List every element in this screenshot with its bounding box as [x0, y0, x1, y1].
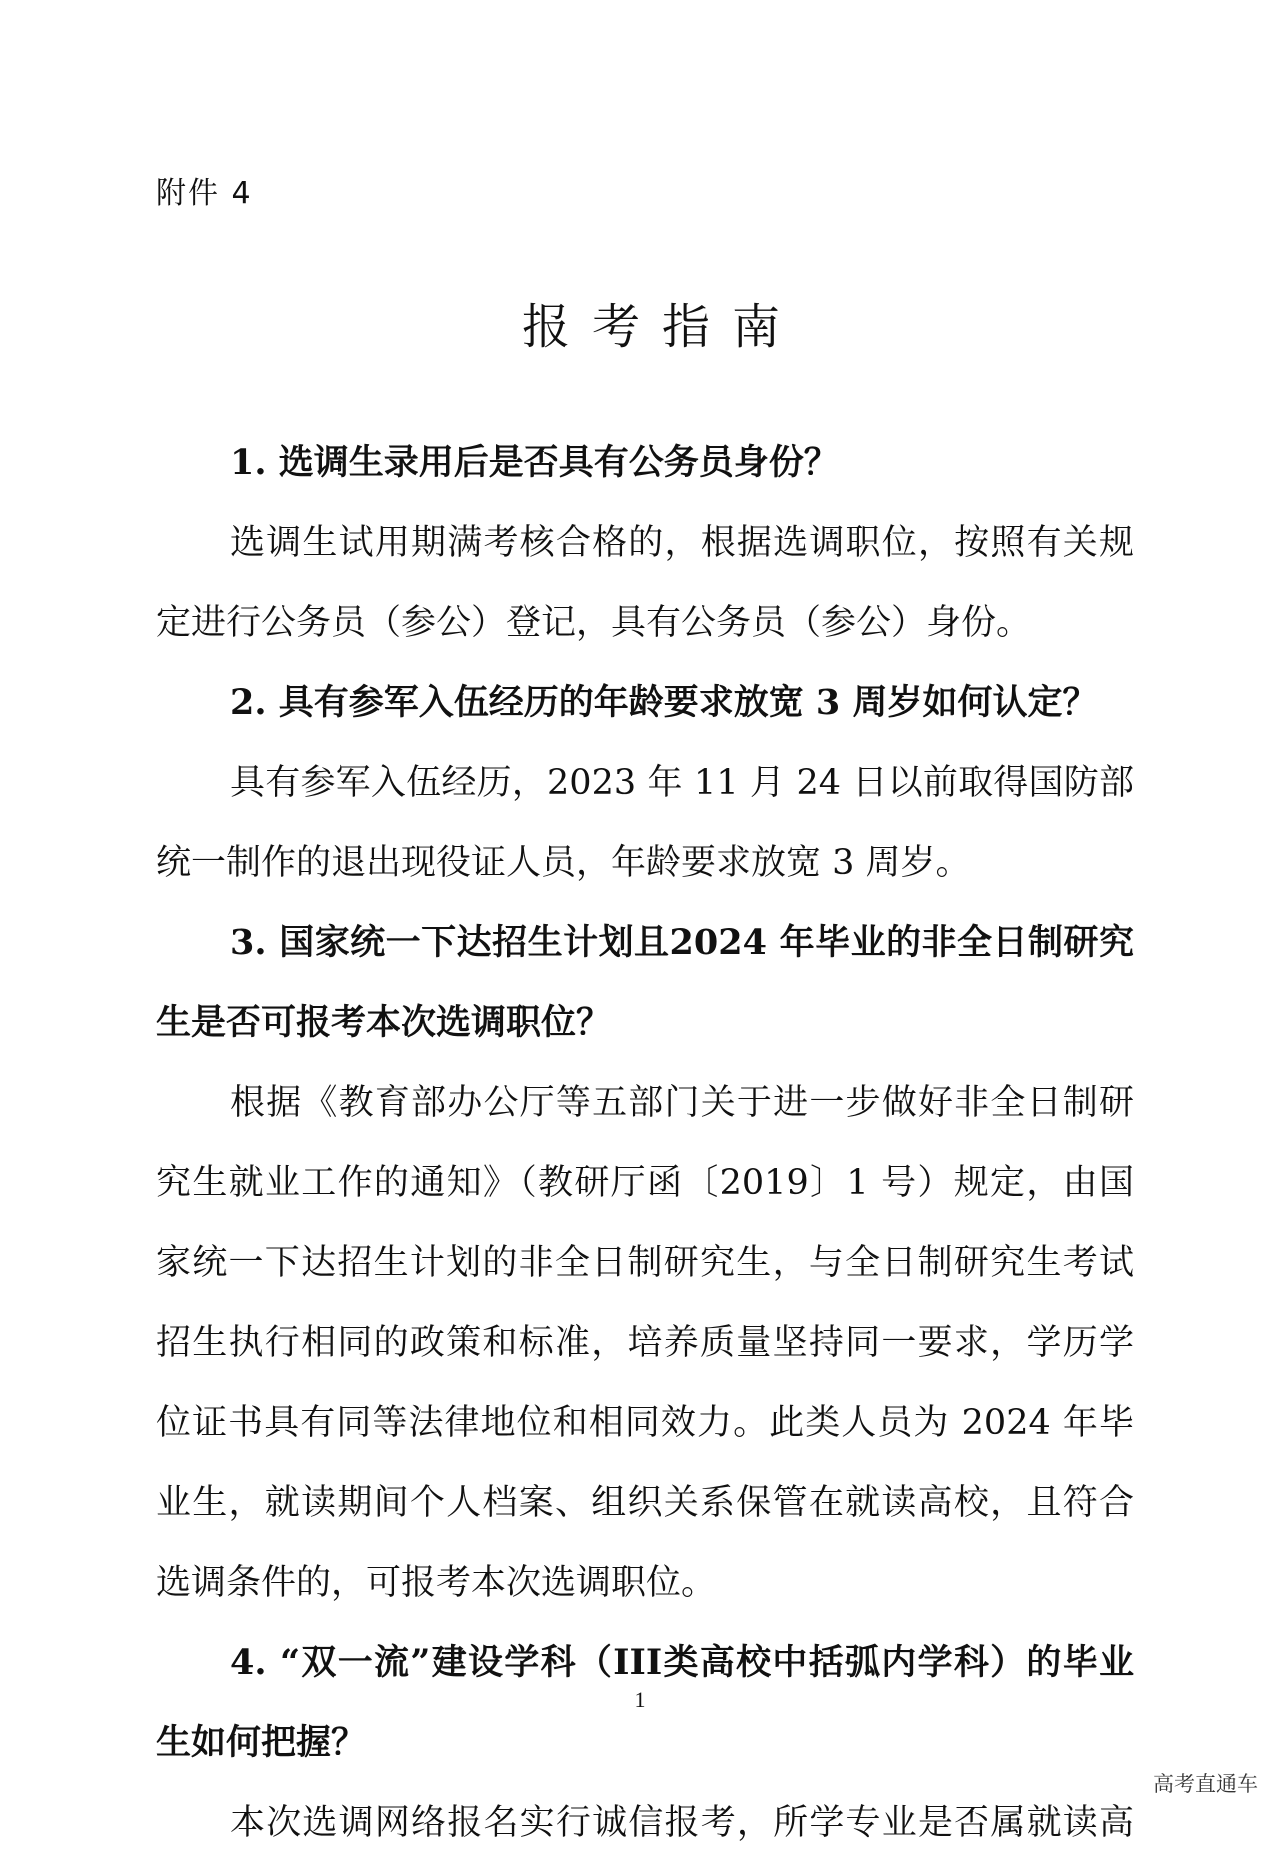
question-line: 生是否可报考本次选调职位？ — [156, 1002, 612, 1043]
question-line: 3. 国家统一下达招生计划且2024 年毕业的非全日制研究 — [230, 922, 1134, 963]
page-number: 1 — [634, 1687, 646, 1712]
answer-line: 位证书具有同等法律地位和相同效力。此类人员为 2024 年毕 — [156, 1403, 1134, 1443]
answer-line: 本次选调网络报名实行诚信报考，所学专业是否属就读高 — [230, 1803, 1134, 1843]
answer-line: 具有参军入伍经历，2023 年 11 月 24 日以前取得国防部 — [230, 763, 1134, 803]
question-line: 4. “双一流”建设学科（III类高校中括弧内学科）的毕业 — [230, 1642, 1134, 1683]
answer-line: 究生就业工作的通知》（教研厅函〔2019〕1 号）规定，由国 — [156, 1163, 1134, 1203]
answer-line: 统一制作的退出现役证人员，年龄要求放宽 3 周岁。 — [156, 843, 971, 883]
answer-line: 根据《教育部办公厅等五部门关于进一步做好非全日制研 — [230, 1083, 1134, 1123]
answer-line: 家统一下达招生计划的非全日制研究生，与全日制研究生考试 — [156, 1243, 1134, 1283]
watermark-text: 高考直通车 — [1153, 1772, 1258, 1796]
answer-line: 选调生试用期满考核合格的，根据选调职位，按照有关规 — [230, 523, 1134, 563]
document-title: 报考指南 — [521, 299, 802, 355]
answer-line: 定进行公务员（参公）登记，具有公务员（参公）身份。 — [156, 603, 1032, 643]
answer-line: 业生，就读期间个人档案、组织关系保管在就读高校，且符合 — [156, 1483, 1134, 1523]
question-line: 生如何把握？ — [156, 1722, 367, 1763]
answer-line: 招生执行相同的政策和标准，培养质量坚持同一要求，学历学 — [156, 1323, 1134, 1363]
attachment-label: 附件 4 — [156, 176, 253, 211]
document-body — [156, 423, 1134, 1863]
question-line: 2. 具有参军入伍经历的年龄要求放宽 3 周岁如何认定？ — [230, 682, 1098, 723]
question-line: 1. 选调生录用后是否具有公务员身份？ — [230, 442, 839, 483]
answer-line: 选调条件的，可报考本次选调职位。 — [156, 1563, 717, 1603]
